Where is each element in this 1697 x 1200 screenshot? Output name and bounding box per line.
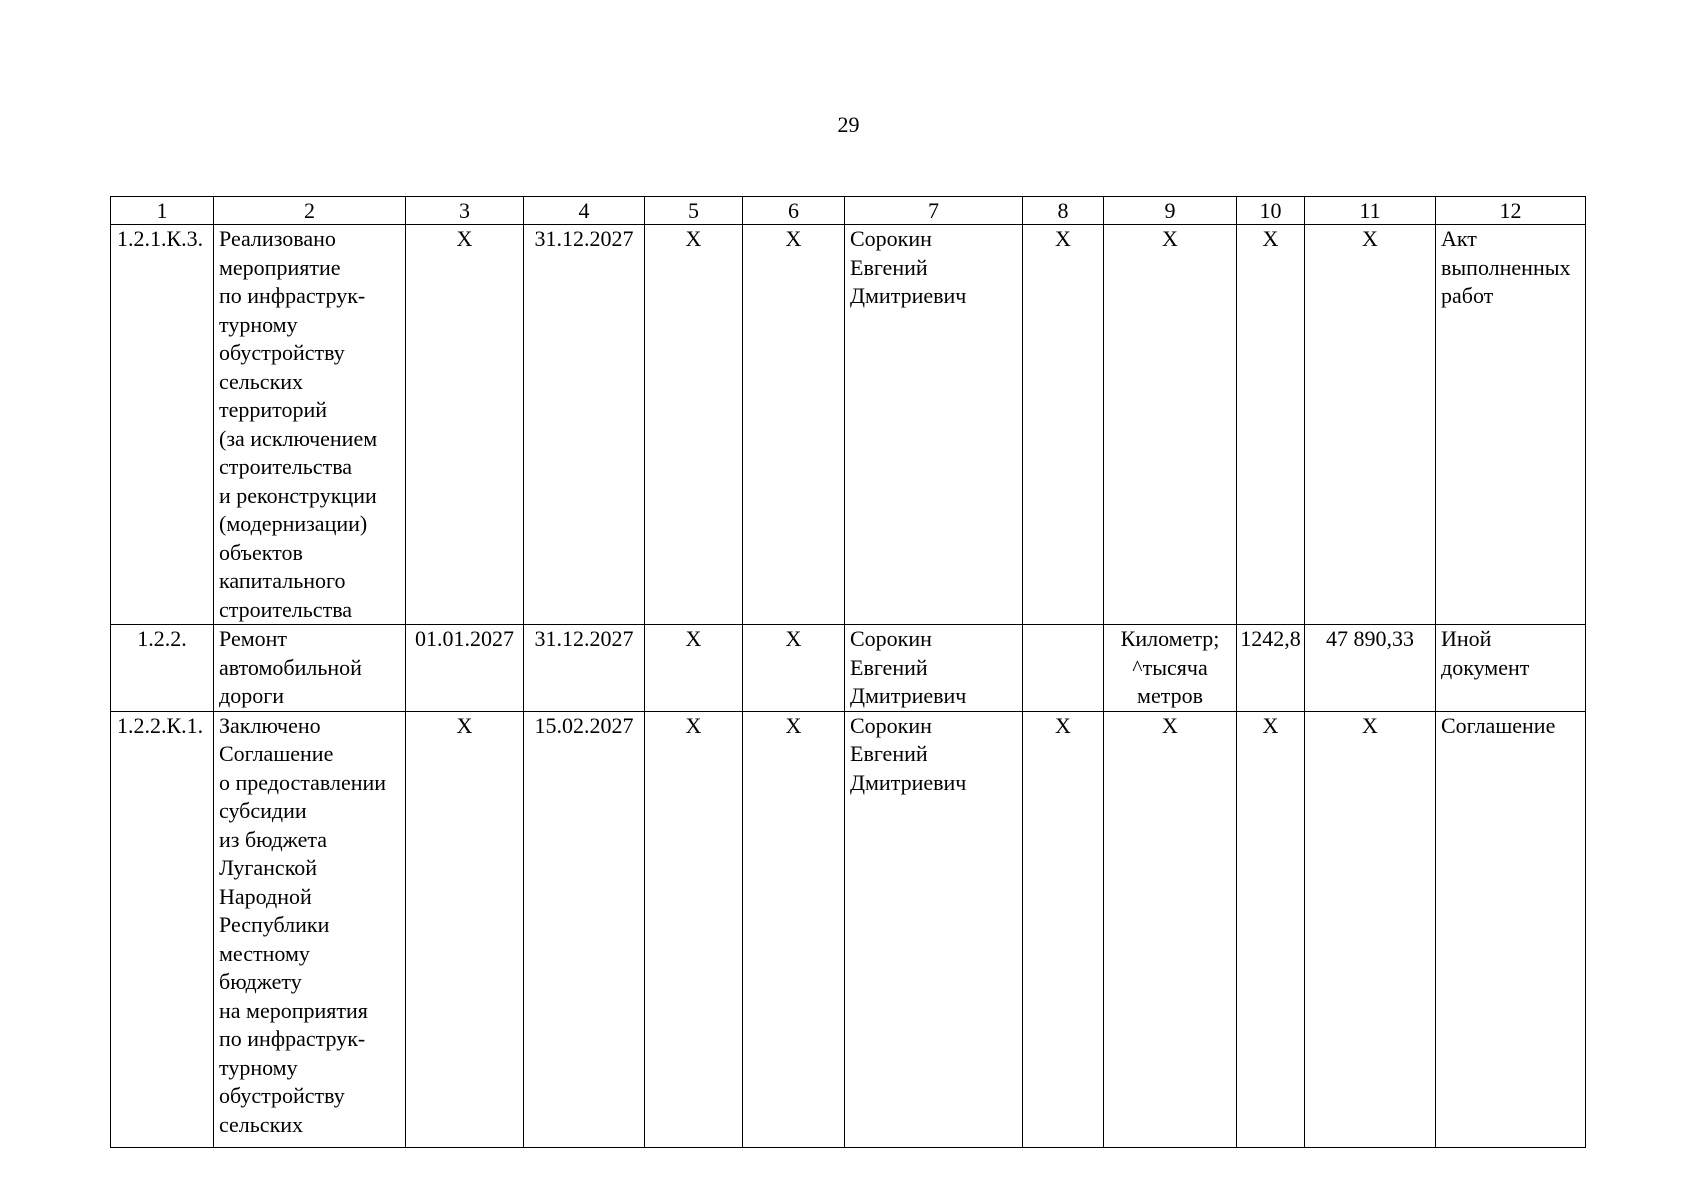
- cell-col8: [1023, 625, 1104, 712]
- cell-responsible: Сорокин Евгений Дмитриевич: [845, 225, 1023, 625]
- table-row: [111, 711, 1586, 1147]
- cell-col5: X: [645, 225, 743, 625]
- cell-number: 1.2.1.К.3.: [111, 225, 214, 625]
- cell-document: Иной документ: [1436, 625, 1586, 712]
- cell-col5: X: [645, 711, 743, 1147]
- cell-event-name: Реализовано мероприятие по инфраструк- турному обустройству сельских территорий (за исключением строительства и реконструкции (модернизации) объектов капитального строительства: [214, 225, 406, 625]
- cell-col8: X: [1023, 711, 1104, 1147]
- cell-col6: X: [743, 225, 845, 625]
- cell-event-name: Заключено Соглашение о предоставлении субсидии из бюджета Луганской Народной Республики местному бюджету на мероприятия по инфраструк- турному обустройству сельских: [214, 711, 406, 1147]
- cell-responsible: Сорокин Евгений Дмитриевич: [845, 711, 1023, 1147]
- col-header-5: 5: [645, 197, 743, 225]
- cell-number: 1.2.2.К.1.: [111, 711, 214, 1147]
- cell-value: X: [1237, 711, 1305, 1147]
- cell-col6: X: [743, 711, 845, 1147]
- cell-unit: X: [1104, 711, 1237, 1147]
- col-header-12: 12: [1436, 197, 1586, 225]
- cell-col5: X: [645, 625, 743, 712]
- plan-table: [110, 196, 1586, 1148]
- cell-start-date: X: [406, 225, 524, 625]
- cell-end-date: 31.12.2027: [524, 225, 645, 625]
- col-header-2: 2: [214, 197, 406, 225]
- table-row: [111, 225, 1586, 625]
- cell-number: 1.2.2.: [111, 625, 214, 712]
- cell-end-date: 15.02.2027: [524, 711, 645, 1147]
- cell-start-date: X: [406, 711, 524, 1147]
- cell-event-name: Ремонт автомобильной дороги: [214, 625, 406, 712]
- cell-amount: X: [1305, 711, 1436, 1147]
- header-row: [111, 197, 1586, 225]
- cell-value: X: [1237, 225, 1305, 625]
- cell-amount: X: [1305, 225, 1436, 625]
- cell-value: 1242,8: [1237, 625, 1305, 712]
- cell-col8: X: [1023, 225, 1104, 625]
- col-header-6: 6: [743, 197, 845, 225]
- cell-amount: 47 890,33: [1305, 625, 1436, 712]
- col-header-10: 10: [1237, 197, 1305, 225]
- page-number: 29: [837, 112, 860, 137]
- table-row: [111, 625, 1586, 712]
- col-header-9: 9: [1104, 197, 1237, 225]
- cell-document: Акт выполненных работ: [1436, 225, 1586, 625]
- col-header-8: 8: [1023, 197, 1104, 225]
- cell-col6: X: [743, 625, 845, 712]
- col-header-1: 1: [111, 197, 214, 225]
- col-header-7: 7: [845, 197, 1023, 225]
- cell-document: Соглашение: [1436, 711, 1586, 1147]
- cell-end-date: 31.12.2027: [524, 625, 645, 712]
- col-header-3: 3: [406, 197, 524, 225]
- cell-unit: Километр; ^тысяча метров: [1104, 625, 1237, 712]
- cell-unit: X: [1104, 225, 1237, 625]
- cell-responsible: Сорокин Евгений Дмитриевич: [845, 625, 1023, 712]
- col-header-11: 11: [1305, 197, 1436, 225]
- cell-start-date: 01.01.2027: [406, 625, 524, 712]
- col-header-4: 4: [524, 197, 645, 225]
